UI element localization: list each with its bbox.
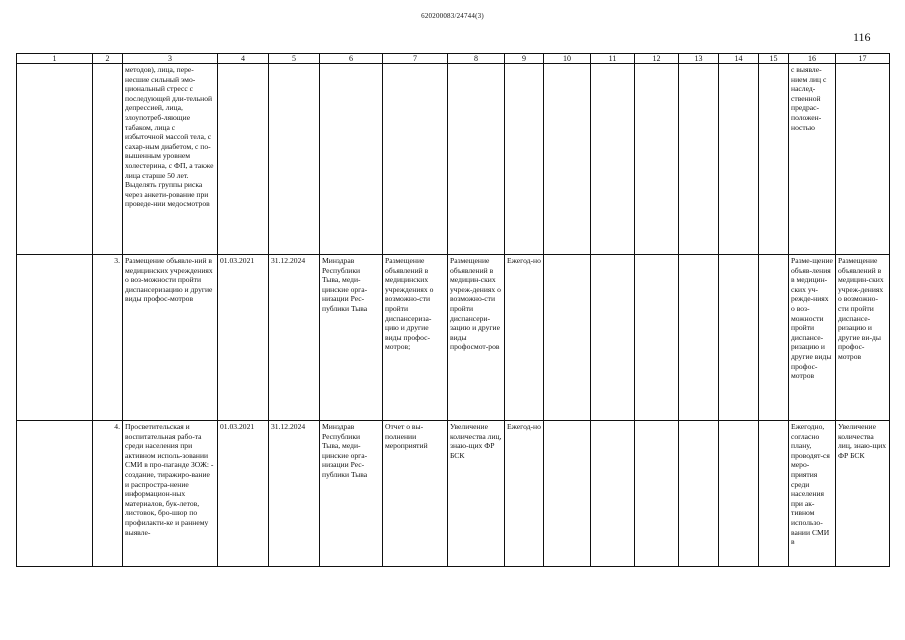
col-header: 8	[448, 54, 505, 64]
cell	[591, 64, 635, 255]
col-header: 3	[123, 54, 218, 64]
cell-end-date: 31.12.2024	[269, 255, 320, 421]
cell	[679, 255, 719, 421]
cell-activity: методов), лица, пере-несшие сильный эмо-циональный стресс с последующей дли-тельной депрессией, лица, злоупотреб-ляющие табаком, лица с избыточной массой тела, с сахар-ным диабетом, с по-вышенным уровнем холестерина, с ФП, а также лица старше 50 лет. Выделять группы риска через анкети-рование при проведе-нии медосмотров	[123, 64, 218, 255]
cell: Разме-щение объяв-ления в медицин-ских уч-режде-ниях о воз-можности пройти диспансе-ризацию и другие виды профос-мотров	[789, 255, 836, 421]
cell	[448, 64, 505, 255]
cell	[679, 64, 719, 255]
cell-start-date: 01.03.2021	[218, 255, 269, 421]
cell	[505, 64, 544, 255]
cell-number: 3.	[93, 255, 123, 421]
cell	[383, 64, 448, 255]
cell	[17, 421, 93, 567]
cell	[719, 64, 759, 255]
table-row	[17, 421, 890, 567]
cell	[759, 64, 789, 255]
col-header: 1	[17, 54, 93, 64]
col-header: 12	[635, 54, 679, 64]
page-number: 116	[853, 30, 871, 44]
cell-start-date: 01.03.2021	[218, 421, 269, 567]
cell	[719, 255, 759, 421]
cell-responsible: Минздрав Республики Тыва, меди-цинские орга-низации Рес-публики Тыва	[320, 255, 383, 421]
col-header: 11	[591, 54, 635, 64]
cell: Увеличение количества лиц, знаю-щих ФР БСК	[448, 421, 505, 567]
activities-table	[16, 53, 890, 567]
cell	[544, 255, 591, 421]
cell: Отчет о вы-полнении мероприятий	[383, 421, 448, 567]
cell-frequency: Ежегод-но	[505, 255, 544, 421]
cell	[836, 64, 890, 255]
col-header: 14	[719, 54, 759, 64]
table-row	[17, 255, 890, 421]
cell	[635, 421, 679, 567]
col-header: 17	[836, 54, 890, 64]
cell	[591, 255, 635, 421]
cell	[591, 421, 635, 567]
cell-number	[93, 64, 123, 255]
col-header: 16	[789, 54, 836, 64]
cell: с выявле-нием лиц с наслед-ственной предрас-положен-ностью	[789, 64, 836, 255]
col-header: 9	[505, 54, 544, 64]
cell	[635, 64, 679, 255]
col-header: 2	[93, 54, 123, 64]
document-id: 620200083/24744(3)	[421, 12, 484, 20]
cell	[759, 255, 789, 421]
cell	[544, 421, 591, 567]
cell-responsible: Минздрав Республики Тыва, меди-цинские орга-низации Рес-публики Тыва	[320, 421, 383, 567]
table-row	[17, 64, 890, 255]
col-header: 10	[544, 54, 591, 64]
col-header: 13	[679, 54, 719, 64]
cell	[635, 255, 679, 421]
cell	[679, 421, 719, 567]
cell	[544, 64, 591, 255]
cell	[320, 64, 383, 255]
cell: Размещение объявлений в медицин-ских учреж-дениях о возможно-сти пройти диспансери-зацию и другие виды профосмот-ров	[448, 255, 505, 421]
col-header: 7	[383, 54, 448, 64]
cell: Увеличение количества лиц, знаю-щих ФР БСК	[836, 421, 890, 567]
cell-end-date: 31.12.2024	[269, 421, 320, 567]
cell-frequency: Ежегод-но	[505, 421, 544, 567]
cell: Размещение объявлений в медицинских учреждениях о возможно-сти пройти диспансериза-цию и другие виды профос-мотров;	[383, 255, 448, 421]
cell: Ежегодно, согласно плану, проводят-ся меро-приятия среди населения при ак-тивном использо-вании СМИ в	[789, 421, 836, 567]
cell	[17, 64, 93, 255]
cell	[17, 255, 93, 421]
cell	[719, 421, 759, 567]
col-header: 15	[759, 54, 789, 64]
cell-activity: Размещение объявле-ний в медицинских учреждениях о воз-можности пройти диспансеризацию и другие виды профос-мотров	[123, 255, 218, 421]
cell	[218, 64, 269, 255]
cell-activity: Просветительская и воспитательная рабо-та среди населения при активном исполь-зовании СМИ в про-паганде ЗОЖ: - создание, тиражиро-вание и распростра-нение информацион-ных материалов, бук-летов, листовок, бро-шюр по профилакти-ке и раннему выявле-	[123, 421, 218, 567]
col-header: 4	[218, 54, 269, 64]
col-header: 6	[320, 54, 383, 64]
column-number-row	[17, 54, 890, 64]
cell: Размещение объявлений в медицин-ских учреж-дениях о возможно-сти пройти диспансе-ризацию и другие ви-ды профос-мотров	[836, 255, 890, 421]
cell	[759, 421, 789, 567]
cell	[269, 64, 320, 255]
col-header: 5	[269, 54, 320, 64]
cell-number: 4.	[93, 421, 123, 567]
